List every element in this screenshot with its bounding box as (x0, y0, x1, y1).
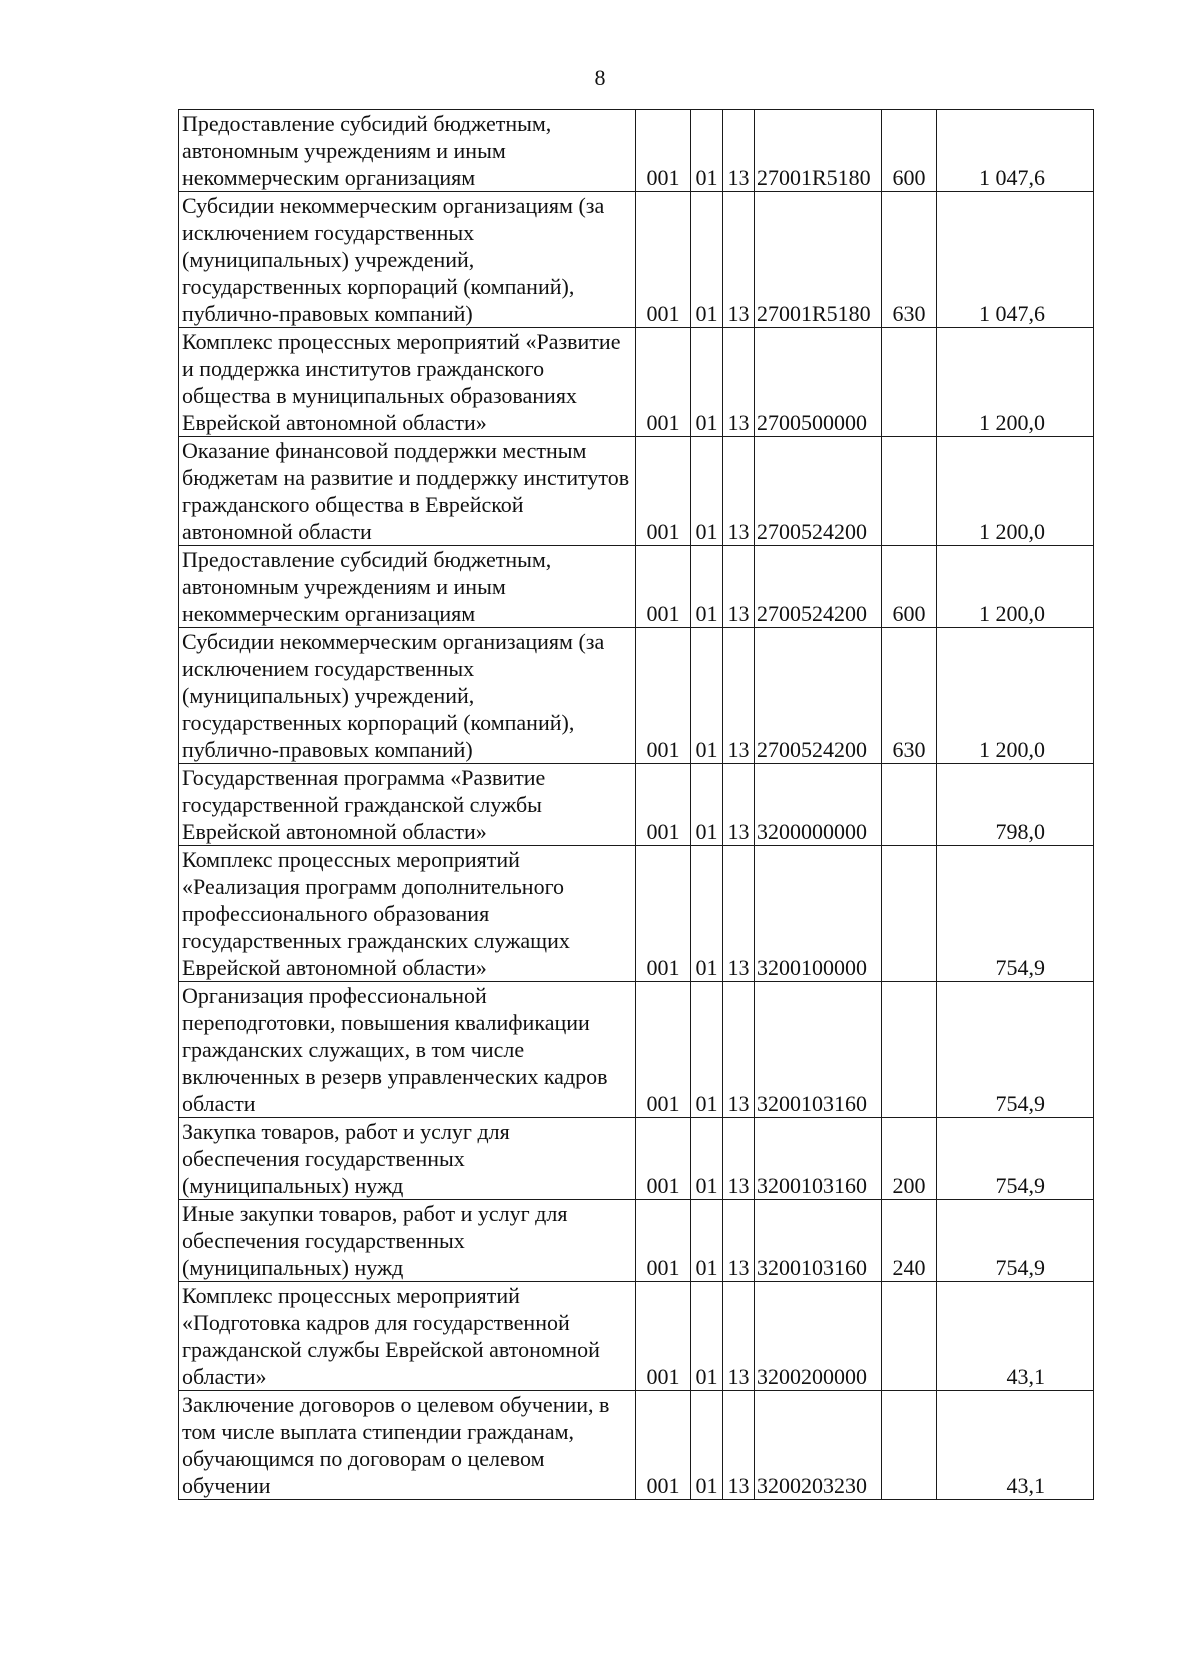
table-row (179, 437, 1094, 546)
row-target-article-cell: 3200203230 (755, 1391, 882, 1500)
row-sum-cell: 1 200,0 (937, 328, 1094, 437)
table-row (179, 982, 1094, 1118)
row-sum-cell: 754,9 (937, 1118, 1094, 1200)
row-name-cell: Закупка товаров, работ и услуг для обеспечения государственных (муниципальных) нужд (179, 1118, 636, 1200)
row-expense-type-cell: 630 (882, 192, 937, 328)
row-sum-cell: 798,0 (937, 764, 1094, 846)
row-target-article-cell: 2700524200 (755, 437, 882, 546)
row-section-cell: 01 (691, 982, 723, 1118)
row-name-cell: Организация профессиональной переподготовки, повышения квалификации гражданских служащих, в том числе включенных в резерв управленческих кадров области (179, 982, 636, 1118)
row-sum-cell: 43,1 (937, 1391, 1094, 1500)
row-expense-type-cell (882, 328, 937, 437)
row-expense-type-cell: 240 (882, 1200, 937, 1282)
row-name-cell: Комплекс процессных мероприятий «Подготовка кадров для государственной гражданской службы Еврейской автономной области» (179, 1282, 636, 1391)
row-target-article-cell: 3200100000 (755, 846, 882, 982)
row-expense-type-cell (882, 437, 937, 546)
row-section-cell: 01 (691, 628, 723, 764)
row-expense-type-cell: 600 (882, 546, 937, 628)
row-gov-code-cell: 001 (636, 1200, 691, 1282)
row-expense-type-cell: 200 (882, 1118, 937, 1200)
table-row (179, 110, 1094, 192)
row-target-article-cell: 2700524200 (755, 546, 882, 628)
row-target-article-cell: 3200103160 (755, 982, 882, 1118)
row-sum-cell: 754,9 (937, 1200, 1094, 1282)
row-gov-code-cell: 001 (636, 982, 691, 1118)
row-expense-type-cell (882, 846, 937, 982)
table-row (179, 328, 1094, 437)
row-subsection-cell: 13 (723, 764, 755, 846)
row-sum-cell: 754,9 (937, 982, 1094, 1118)
row-sum-cell: 1 200,0 (937, 546, 1094, 628)
row-name-cell: Оказание финансовой поддержки местным бюджетам на развитие и поддержку институтов гражданского общества в Еврейской автономной области (179, 437, 636, 546)
table-body (179, 110, 1094, 1500)
row-sum-cell: 1 200,0 (937, 628, 1094, 764)
row-section-cell: 01 (691, 846, 723, 982)
row-name-cell: Комплекс процессных мероприятий «Развитие и поддержка институтов гражданского общества в муниципальных образованиях Еврейской автономной области» (179, 328, 636, 437)
row-name-cell: Предоставление субсидий бюджетным, автономным учреждениям и иным некоммерческим организациям (179, 110, 636, 192)
row-expense-type-cell: 630 (882, 628, 937, 764)
row-subsection-cell: 13 (723, 110, 755, 192)
row-expense-type-cell: 600 (882, 110, 937, 192)
row-name-cell: Заключение договоров о целевом обучении, в том числе выплата стипендии гражданам, обучающимся по договорам о целевом обучении (179, 1391, 636, 1500)
row-name-cell: Комплекс процессных мероприятий «Реализация программ дополнительного профессионального образования государственных гражданских служащих Еврейской автономной области» (179, 846, 636, 982)
row-expense-type-cell (882, 982, 937, 1118)
row-expense-type-cell (882, 1391, 937, 1500)
row-target-article-cell: 3200103160 (755, 1200, 882, 1282)
row-sum-cell: 754,9 (937, 846, 1094, 982)
row-sum-cell: 1 047,6 (937, 110, 1094, 192)
table-row (179, 546, 1094, 628)
table-row (179, 846, 1094, 982)
row-section-cell: 01 (691, 764, 723, 846)
row-gov-code-cell: 001 (636, 1282, 691, 1391)
table-row (179, 1391, 1094, 1500)
row-gov-code-cell: 001 (636, 328, 691, 437)
row-section-cell: 01 (691, 437, 723, 546)
page-number: 8 (594, 65, 606, 90)
row-target-article-cell: 3200200000 (755, 1282, 882, 1391)
row-section-cell: 01 (691, 1391, 723, 1500)
table-row (179, 1118, 1094, 1200)
row-name-cell: Предоставление субсидий бюджетным, автономным учреждениям и иным некоммерческим организациям (179, 546, 636, 628)
row-subsection-cell: 13 (723, 1282, 755, 1391)
row-gov-code-cell: 001 (636, 192, 691, 328)
row-section-cell: 01 (691, 328, 723, 437)
row-target-article-cell: 27001R5180 (755, 110, 882, 192)
row-subsection-cell: 13 (723, 546, 755, 628)
table-row (179, 764, 1094, 846)
row-name-cell: Субсидии некоммерческим организациям (за исключением государственных (муниципальных) учреждений, государственных корпораций (компаний), публично-правовых компаний) (179, 192, 636, 328)
table-row (179, 1200, 1094, 1282)
row-sum-cell: 1 047,6 (937, 192, 1094, 328)
row-gov-code-cell: 001 (636, 846, 691, 982)
row-gov-code-cell: 001 (636, 110, 691, 192)
row-target-article-cell: 27001R5180 (755, 192, 882, 328)
row-subsection-cell: 13 (723, 328, 755, 437)
row-name-cell: Государственная программа «Развитие государственной гражданской службы Еврейской автономной области» (179, 764, 636, 846)
row-subsection-cell: 13 (723, 437, 755, 546)
row-gov-code-cell: 001 (636, 1118, 691, 1200)
row-target-article-cell: 2700500000 (755, 328, 882, 437)
budget-table (178, 109, 1094, 1500)
row-gov-code-cell: 001 (636, 546, 691, 628)
row-subsection-cell: 13 (723, 846, 755, 982)
row-subsection-cell: 13 (723, 1391, 755, 1500)
row-section-cell: 01 (691, 192, 723, 328)
row-section-cell: 01 (691, 1282, 723, 1391)
row-gov-code-cell: 001 (636, 628, 691, 764)
row-subsection-cell: 13 (723, 1118, 755, 1200)
row-subsection-cell: 13 (723, 1200, 755, 1282)
row-target-article-cell: 3200000000 (755, 764, 882, 846)
row-section-cell: 01 (691, 110, 723, 192)
row-sum-cell: 1 200,0 (937, 437, 1094, 546)
row-gov-code-cell: 001 (636, 1391, 691, 1500)
row-subsection-cell: 13 (723, 982, 755, 1118)
table-row (179, 628, 1094, 764)
row-target-article-cell: 3200103160 (755, 1118, 882, 1200)
row-expense-type-cell (882, 1282, 937, 1391)
row-gov-code-cell: 001 (636, 764, 691, 846)
table-row (179, 1282, 1094, 1391)
row-target-article-cell: 2700524200 (755, 628, 882, 764)
row-name-cell: Иные закупки товаров, работ и услуг для обеспечения государственных (муниципальных) нужд (179, 1200, 636, 1282)
row-expense-type-cell (882, 764, 937, 846)
row-subsection-cell: 13 (723, 192, 755, 328)
row-name-cell: Субсидии некоммерческим организациям (за исключением государственных (муниципальных) учреждений, государственных корпораций (компаний), публично-правовых компаний) (179, 628, 636, 764)
row-gov-code-cell: 001 (636, 437, 691, 546)
row-section-cell: 01 (691, 1200, 723, 1282)
row-section-cell: 01 (691, 1118, 723, 1200)
row-subsection-cell: 13 (723, 628, 755, 764)
table-row (179, 192, 1094, 328)
row-sum-cell: 43,1 (937, 1282, 1094, 1391)
row-section-cell: 01 (691, 546, 723, 628)
